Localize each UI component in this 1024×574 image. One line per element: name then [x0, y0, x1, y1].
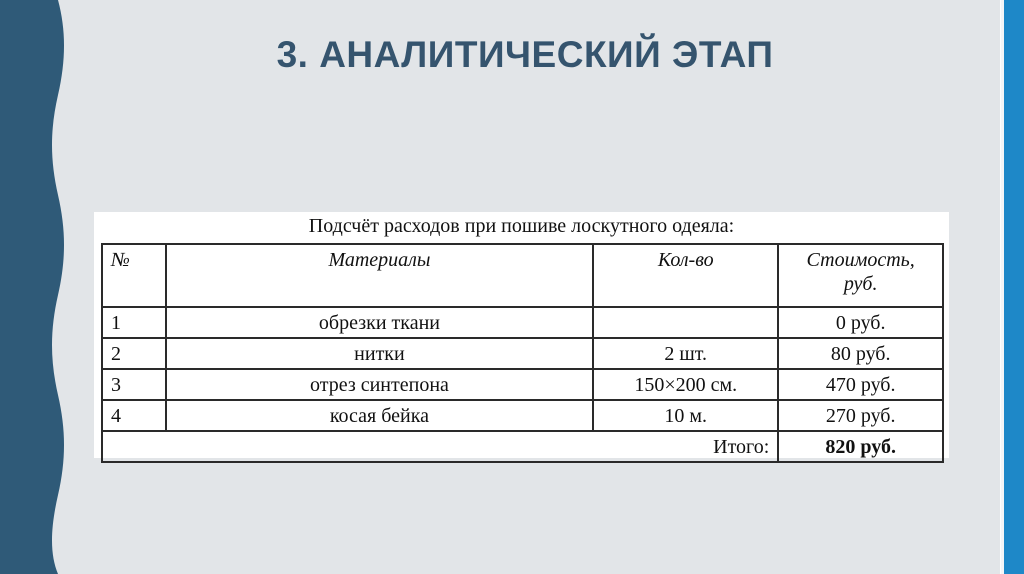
row-quantity: 150×200 см. — [593, 369, 778, 400]
wave-decoration — [0, 0, 80, 574]
row-cost: 0 руб. — [778, 307, 943, 338]
row-number: 2 — [102, 338, 166, 369]
row-number: 1 — [102, 307, 166, 338]
row-material: обрезки ткани — [166, 307, 593, 338]
row-number: 3 — [102, 369, 166, 400]
table-caption: Подсчёт расходов при пошиве лоскутного одеяла: — [308, 215, 735, 237]
table-row — [102, 400, 943, 431]
row-material: нитки — [166, 338, 593, 369]
table-row — [102, 338, 943, 369]
header-cost — [778, 244, 943, 307]
table-row — [102, 369, 943, 400]
row-material: косая бейка — [166, 400, 593, 431]
total-label: Итого: — [102, 431, 778, 462]
slide-title: 3. АНАЛИТИЧЕСКИЙ ЭТАП — [276, 34, 774, 75]
table-total-row — [102, 431, 943, 462]
row-cost: 270 руб. — [778, 400, 943, 431]
row-number: 4 — [102, 400, 166, 431]
header-number: № — [102, 244, 166, 307]
header-cost-line2: руб. — [843, 273, 878, 295]
table-header-row — [102, 244, 943, 307]
expenses-table-block — [94, 212, 949, 458]
header-materials: Материалы — [166, 244, 593, 307]
expenses-table — [101, 243, 944, 463]
row-cost: 470 руб. — [778, 369, 943, 400]
header-cost-line1: Стоимость, — [806, 249, 915, 271]
row-quantity: 10 м. — [593, 400, 778, 431]
table-row — [102, 307, 943, 338]
row-quantity — [593, 307, 778, 338]
row-material: отрез синтепона — [166, 369, 593, 400]
right-edge-accent-bar — [1004, 0, 1024, 574]
total-value: 820 руб. — [778, 431, 943, 462]
row-quantity: 2 шт. — [593, 338, 778, 369]
row-cost: 80 руб. — [778, 338, 943, 369]
header-quantity: Кол-во — [593, 244, 778, 307]
